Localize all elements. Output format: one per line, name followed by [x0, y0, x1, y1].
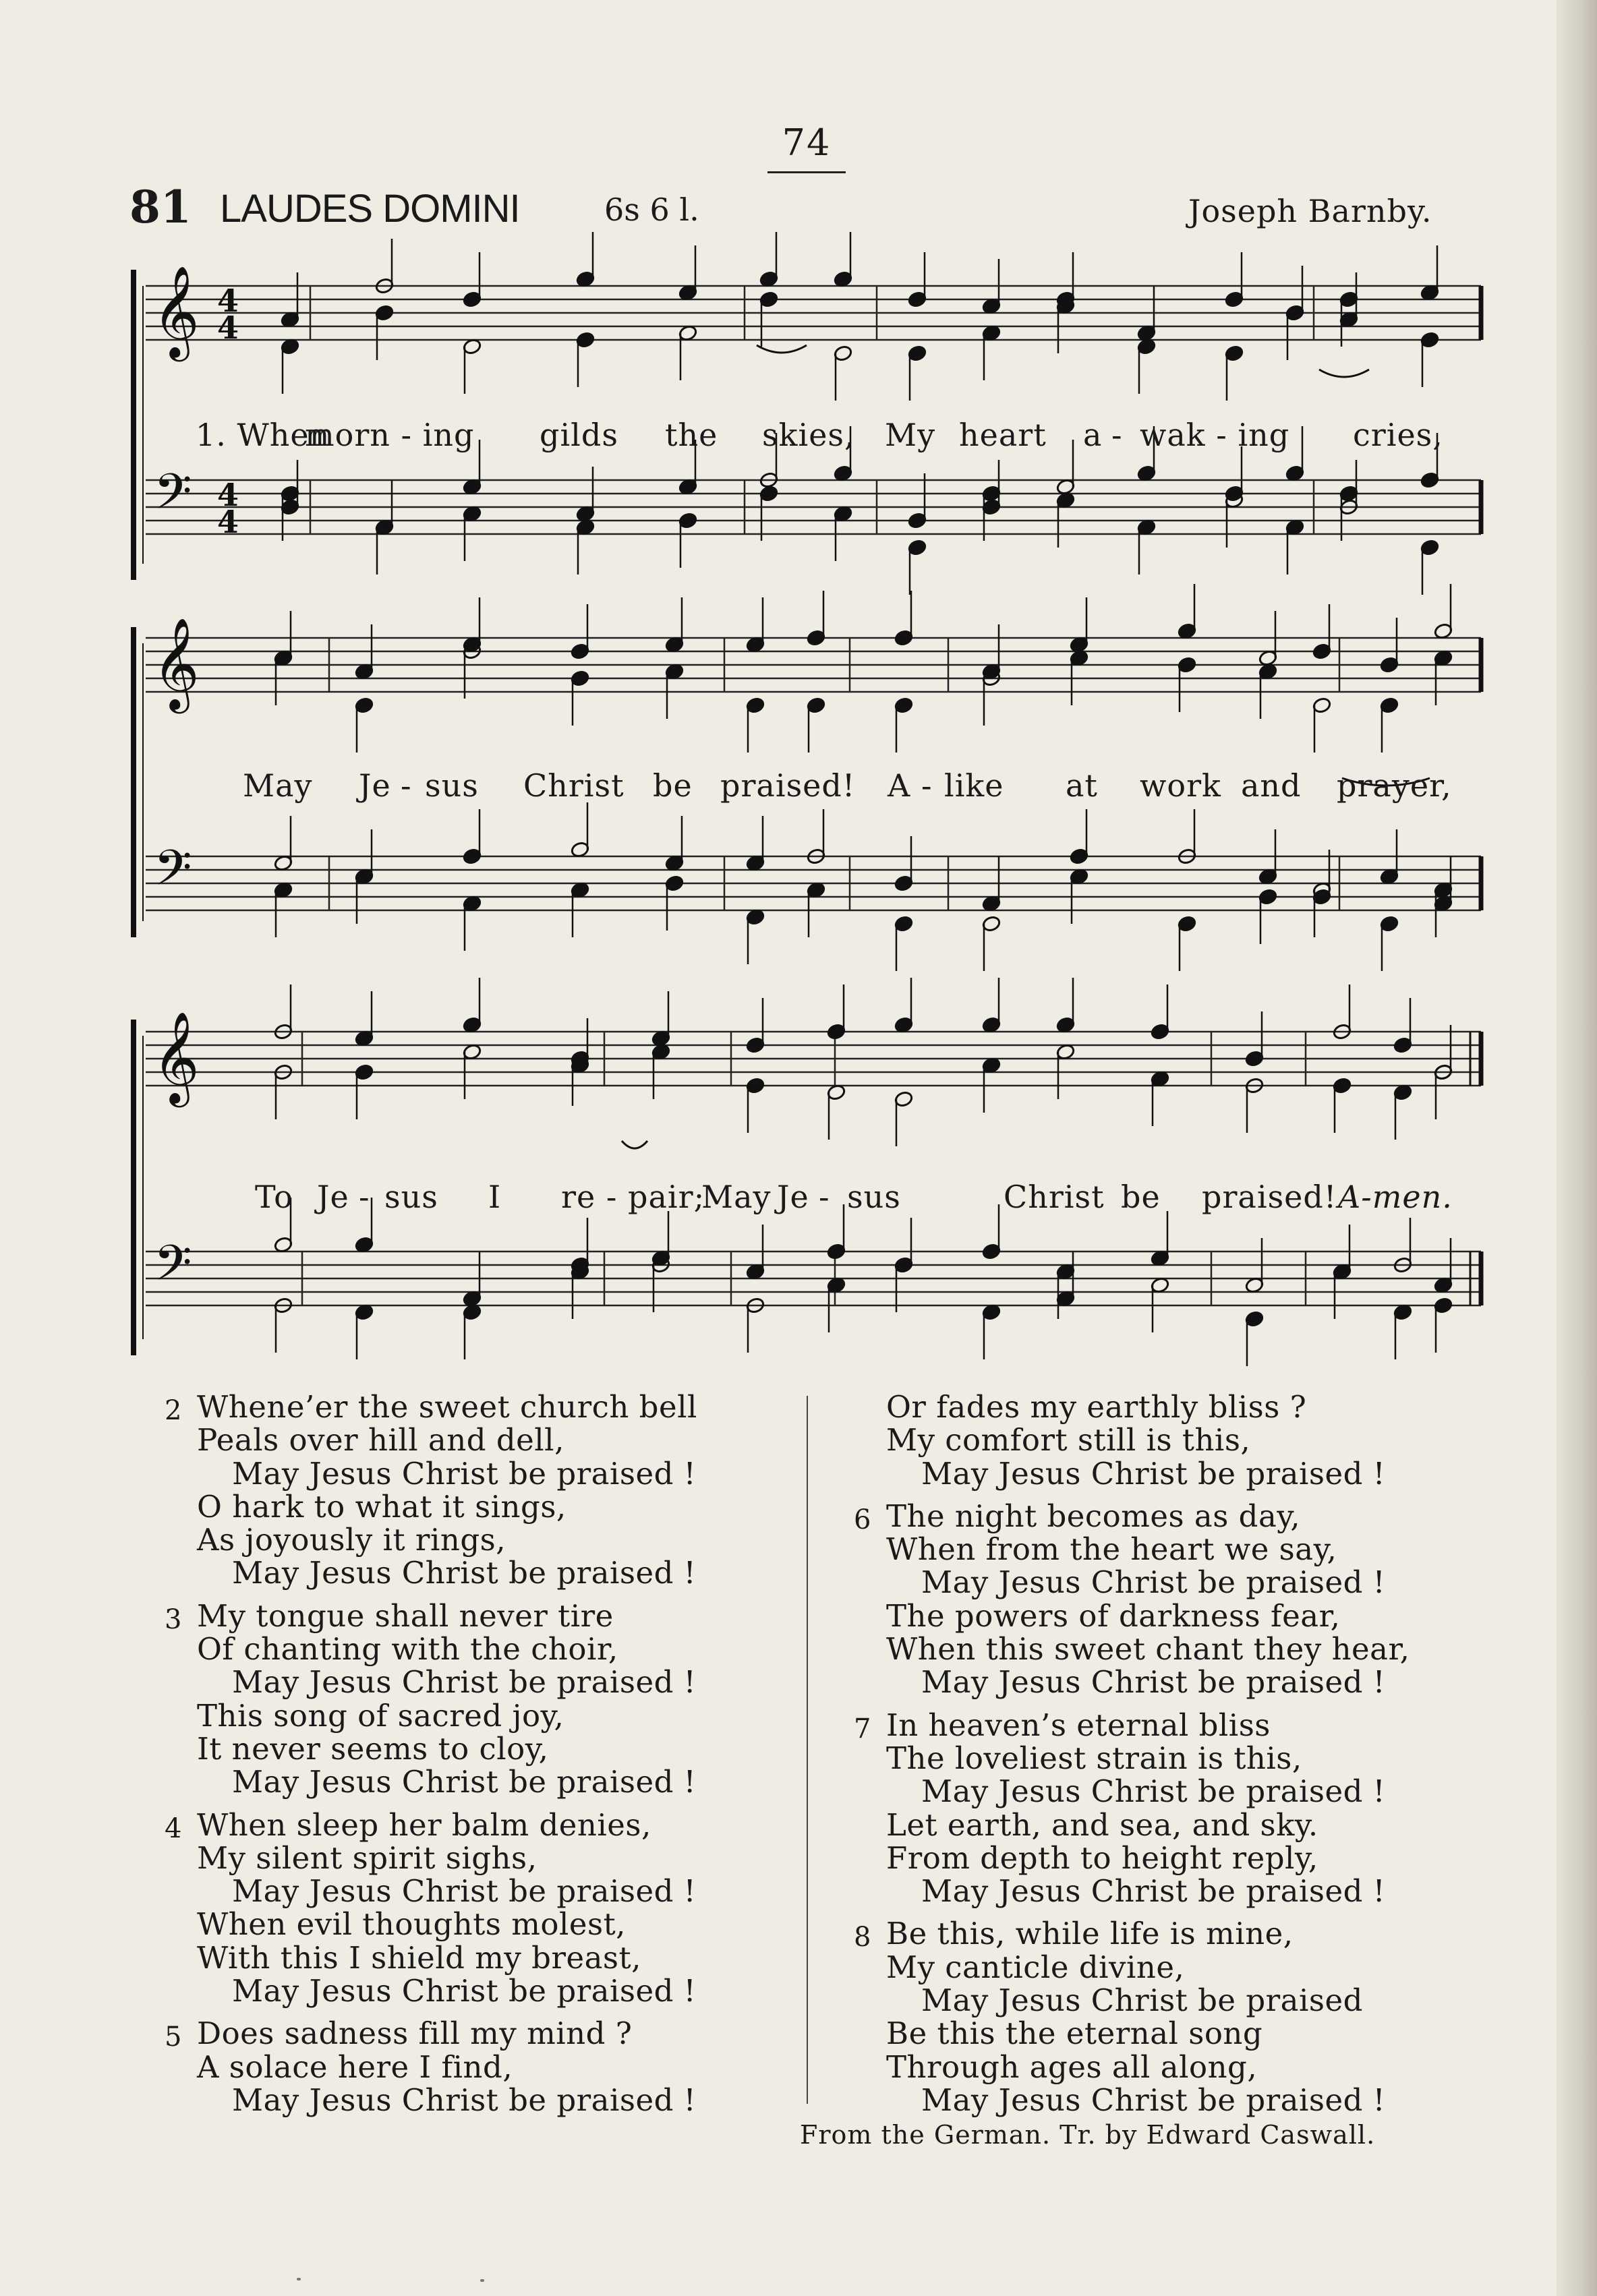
verse-line	[165, 1597, 804, 1635]
slur	[757, 345, 807, 353]
verse-text: From depth to height reply,	[886, 1839, 1318, 1876]
verse-line	[197, 2051, 804, 2084]
verse-line	[886, 2084, 1493, 2117]
verse-line	[197, 1941, 804, 1974]
verse-line	[886, 1984, 1493, 2017]
verse-text: May Jesus Christ be praised !	[232, 1555, 697, 1591]
verse-text: With this I shield my breast,	[197, 1939, 641, 1976]
lyric-syllable: A-men.	[1338, 1179, 1453, 1215]
verse-text: Peals over hill and dell,	[197, 1422, 564, 1459]
lyric-syllable: a	[1083, 417, 1103, 453]
verse-number: 2	[165, 1395, 182, 1426]
verse-number: 4	[165, 1813, 182, 1844]
tune-name: LAUDES DOMINI	[220, 187, 520, 231]
verse-text: May Jesus Christ be praised !	[921, 1773, 1386, 1810]
verse-text: Of chanting with the choir,	[197, 1631, 618, 1668]
verse-line	[197, 1556, 804, 1589]
lyric-syllable: -	[921, 767, 933, 804]
verse-line	[197, 1875, 804, 1908]
lyric-syllable: May	[243, 767, 313, 804]
composer: Joseph Barnby.	[1188, 193, 1432, 229]
lyric-syllable: be	[1121, 1179, 1161, 1215]
verse-line	[886, 1951, 1493, 1984]
verse-text: When sleep her balm denies,	[197, 1806, 651, 1843]
verse-number: 6	[854, 1504, 871, 1535]
lyric-syllable: sus	[847, 1179, 901, 1215]
lyric-syllable: wak - ing	[1140, 417, 1290, 453]
verses-left-column	[165, 1389, 804, 2118]
verse-line	[886, 1666, 1493, 1699]
hymn-number: 81	[129, 181, 192, 233]
verse-line	[886, 2051, 1493, 2084]
translation-credit: From the German. Tr. by Edward Caswall.	[800, 2120, 1376, 2150]
verse-text: Does sadness fill my mind ?	[197, 2015, 633, 2052]
lyric-syllable: work	[1140, 767, 1221, 804]
lyric-syllable: skies,	[762, 417, 855, 453]
verse-text: Whene’er the sweet church bell	[197, 1389, 697, 1425]
verse-text: Be this the eternal song	[886, 2015, 1263, 2052]
lyric-syllable: sus	[384, 1179, 438, 1215]
time-signature-bottom: 4	[217, 310, 239, 346]
verses-right-column	[854, 1389, 1493, 2118]
verse-line	[886, 1599, 1493, 1632]
time-signature-top: 4	[217, 477, 239, 513]
verse-line	[886, 1742, 1493, 1775]
lyric-syllable: heart	[959, 417, 1047, 453]
verse-text: Be this, while life is mine,	[886, 1916, 1294, 1952]
paper-speck	[297, 2278, 301, 2280]
verse-text: My tongue shall never tire	[197, 1597, 614, 1634]
lyric-syllable: sus	[425, 767, 479, 804]
verse-line	[886, 1533, 1493, 1566]
verse-text: O hark to what it sings,	[197, 1488, 567, 1525]
verse-line	[886, 1390, 1493, 1423]
lyric-syllable: be	[653, 767, 693, 804]
verse-text: It never seems to cloy,	[197, 1730, 549, 1767]
lyric-syllable: Je	[317, 1179, 349, 1215]
verse-line	[197, 1523, 804, 1556]
paper-speck	[480, 2279, 484, 2282]
verse-number: 7	[854, 1713, 871, 1744]
verse-text: May Jesus Christ be praised !	[921, 1564, 1386, 1601]
lyric-syllable: like	[944, 767, 1004, 804]
lyric-syllable: I	[488, 1179, 502, 1215]
verse-text: My canticle divine,	[886, 1949, 1185, 1985]
verse-line	[886, 1632, 1493, 1666]
verse-text: As joyously it rings,	[197, 1522, 506, 1558]
verse-line	[886, 1566, 1493, 1599]
verse-text: May Jesus Christ be praised	[921, 1982, 1363, 2019]
verse-text: May Jesus Christ be praised !	[232, 2082, 697, 2118]
lyric-syllable: Je	[359, 767, 391, 804]
lyric-syllable: -	[819, 1179, 830, 1215]
treble-clef-icon: 𝄞	[152, 1010, 200, 1103]
lyric-syllable: 1. When	[196, 417, 330, 453]
verse-number: 3	[165, 1603, 182, 1635]
verse-line	[165, 1389, 804, 1426]
verse-line	[197, 1490, 804, 1523]
slur	[1319, 370, 1369, 377]
lyric-syllable: praised!	[1202, 1179, 1337, 1215]
verse-number: 8	[854, 1922, 871, 1953]
lyric-syllable: at	[1066, 767, 1098, 804]
column-divider	[807, 1396, 808, 2104]
treble-clef-icon: 𝄞	[152, 616, 200, 709]
time-signature-top: 4	[217, 283, 239, 319]
lyric-syllable: A	[888, 767, 911, 804]
verse-text: In heaven’s eternal bliss	[886, 1707, 1271, 1743]
lyric-line-3	[135, 1179, 1477, 1219]
lyric-syllable: To	[255, 1179, 293, 1215]
bass-clef-icon: 𝄢	[154, 463, 192, 532]
lyric-syllable: Christ	[523, 767, 625, 804]
bass-clef-icon: 𝄢	[154, 839, 192, 908]
lyric-syllable: My	[885, 417, 936, 453]
verse-text: The night becomes as day,	[886, 1498, 1301, 1534]
lyric-syllable: May	[701, 1179, 772, 1215]
verse-text: My silent spirit sighs,	[197, 1839, 538, 1876]
verse-line	[886, 2017, 1493, 2050]
verse-text: My comfort still is this,	[886, 1422, 1251, 1459]
verse-line	[886, 1422, 1493, 1459]
lyric-line-2	[135, 767, 1477, 808]
verse-line	[854, 1498, 1493, 1535]
verse-text: May Jesus Christ be praised !	[232, 1455, 697, 1492]
lyric-syllable: re - pair;	[561, 1179, 705, 1215]
treble-clef-icon: 𝄞	[152, 264, 200, 357]
lyric-syllable: the	[665, 417, 718, 453]
slur	[622, 1141, 647, 1148]
verse-text: The powers of darkness fear,	[886, 1597, 1341, 1634]
verse-line	[165, 2015, 804, 2053]
verse-text: May Jesus Christ be praised !	[232, 1764, 697, 1800]
bass-clef-icon: 𝄢	[154, 1234, 192, 1303]
lyric-syllable: -	[401, 767, 412, 804]
verse-line	[197, 1666, 804, 1699]
verse-text: The loveliest strain is this,	[886, 1740, 1302, 1776]
lyric-syllable: -	[1111, 417, 1123, 453]
verse-line	[197, 2084, 804, 2117]
lyric-syllable: morn - ing	[305, 417, 475, 453]
verse-text: May Jesus Christ be praised !	[921, 1455, 1386, 1492]
verse-text: Let earth, and sea, and sky.	[886, 1806, 1318, 1843]
verse-line	[886, 1875, 1493, 1908]
lyric-syllable: -	[359, 1179, 370, 1215]
verse-number: 5	[165, 2022, 182, 2053]
meter: 6s 6 l.	[604, 192, 699, 228]
page-number: 74	[782, 121, 832, 164]
verse-text: May Jesus Christ be praised !	[921, 1873, 1386, 1910]
lyric-syllable: Christ	[1004, 1179, 1105, 1215]
verse-line	[886, 1808, 1493, 1842]
verse-line	[854, 1916, 1493, 1953]
verse-text: May Jesus Christ be praised !	[232, 1664, 697, 1701]
verse-text: A solace here I find,	[197, 2049, 513, 2085]
verse-line	[197, 1974, 804, 2007]
verse-text: May Jesus Christ be praised !	[232, 1873, 697, 1910]
lyric-syllable: and	[1241, 767, 1302, 804]
verse-line	[197, 1908, 804, 1941]
lyric-line-1	[135, 417, 1477, 457]
lyric-syllable: prayer,	[1337, 767, 1452, 804]
verse-text: May Jesus Christ be praised !	[921, 2082, 1386, 2118]
time-signature-bottom: 4	[217, 504, 239, 540]
verse-line	[197, 1699, 804, 1732]
lyric-syllable: praised!	[720, 767, 856, 804]
verse-text: When from the heart we say,	[886, 1531, 1337, 1568]
lyric-syllable: cries,	[1353, 417, 1443, 453]
verse-line	[854, 1707, 1493, 1744]
verse-line	[165, 1806, 804, 1844]
verse-line	[886, 1839, 1493, 1876]
verse-line	[197, 1632, 804, 1666]
verse-line	[886, 1775, 1493, 1808]
verse-line	[886, 1457, 1493, 1490]
verse-line	[197, 1457, 804, 1490]
verse-text: When evil thoughts molest,	[197, 1906, 626, 1943]
verse-line	[197, 1839, 804, 1876]
verse-text: Or fades my earthly bliss ?	[886, 1389, 1307, 1425]
lyric-syllable: gilds	[540, 417, 618, 453]
verse-text: Through ages all along,	[886, 2049, 1258, 2085]
verse-line	[197, 1732, 804, 1765]
verse-text: This song of sacred joy,	[197, 1697, 564, 1734]
verse-text: May Jesus Christ be praised !	[921, 1664, 1386, 1701]
verse-text: May Jesus Christ be praised !	[232, 1973, 697, 2009]
verse-text: When this sweet chant they hear,	[886, 1631, 1410, 1668]
lyric-syllable: Je	[777, 1179, 809, 1215]
verse-line	[197, 1765, 804, 1798]
verse-line	[197, 1422, 804, 1459]
